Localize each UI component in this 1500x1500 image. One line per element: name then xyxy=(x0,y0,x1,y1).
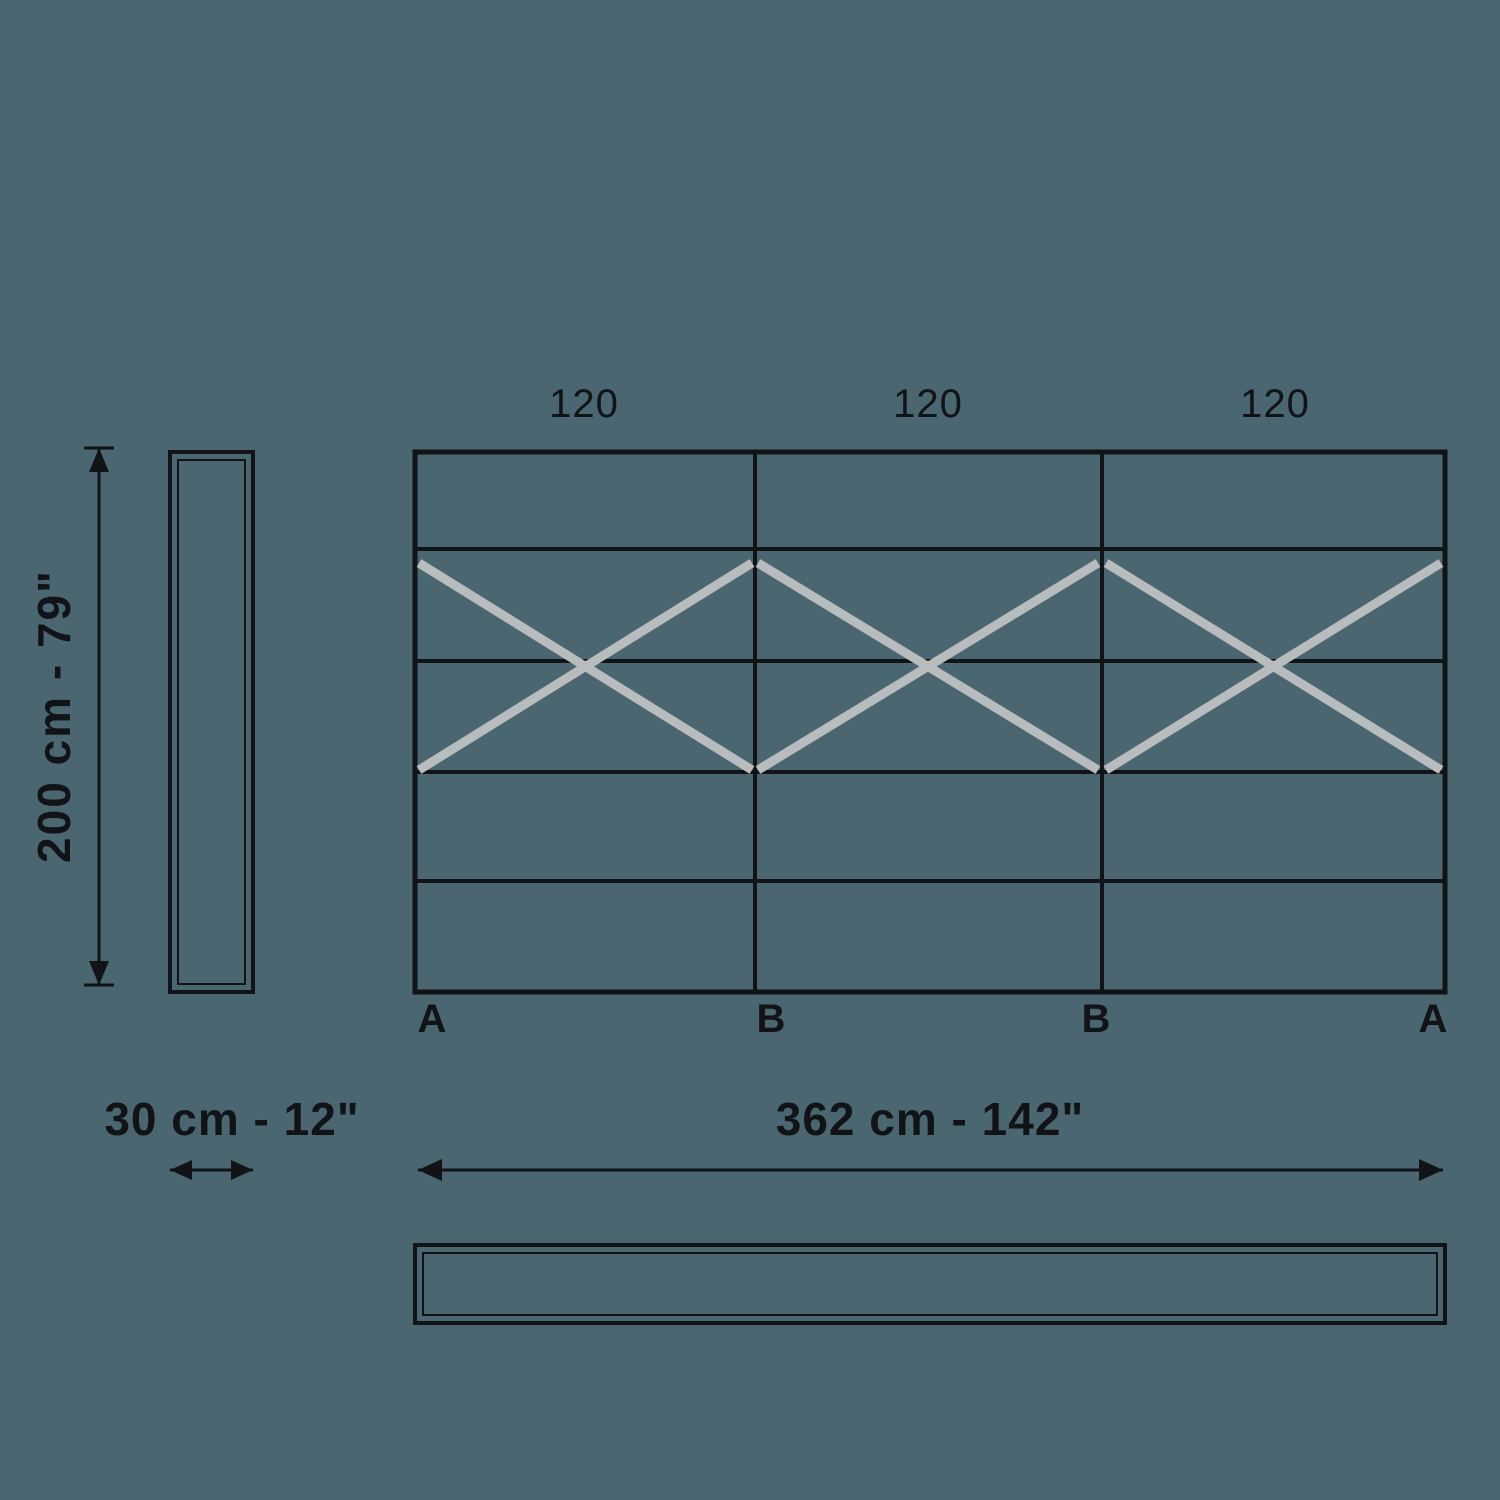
depth-arrow-left-icon xyxy=(170,1160,192,1180)
height-dimension-group xyxy=(28,448,114,985)
plan-view-outline xyxy=(415,1245,1445,1323)
height-arrow-top-icon xyxy=(89,448,109,472)
plan-view-inner-outline xyxy=(423,1253,1437,1315)
foot-label-3: B xyxy=(1081,997,1111,1041)
module-width-label-3: 120 xyxy=(1240,382,1310,426)
depth-dimension-group xyxy=(104,1093,359,1180)
foot-label-4: A xyxy=(1418,997,1448,1041)
height-dimension-label: 200 cm - 79" xyxy=(28,569,80,863)
side-view-inner-outline xyxy=(178,460,245,984)
front-elevation-view xyxy=(415,452,1445,992)
depth-arrow-right-icon xyxy=(231,1160,253,1180)
total-width-arrow-right-icon xyxy=(1419,1159,1443,1181)
height-arrow-bottom-icon xyxy=(89,961,109,985)
total-width-arrow-left-icon xyxy=(418,1159,442,1181)
side-elevation-view xyxy=(170,452,253,992)
depth-dimension-label: 30 cm - 12" xyxy=(104,1093,360,1145)
module-width-label-2: 120 xyxy=(893,382,963,426)
total-width-dimension-label: 362 cm - 142" xyxy=(775,1093,1085,1145)
module-width-labels xyxy=(549,382,1310,426)
total-width-dimension-group xyxy=(418,1093,1443,1181)
foot-labels-group xyxy=(418,997,1448,1041)
plan-view xyxy=(415,1245,1445,1323)
foot-label-2: B xyxy=(756,997,786,1041)
module-width-label-1: 120 xyxy=(549,382,619,426)
front-view-outline xyxy=(415,452,1445,992)
foot-label-1: A xyxy=(417,997,447,1041)
side-view-outline xyxy=(170,452,253,992)
